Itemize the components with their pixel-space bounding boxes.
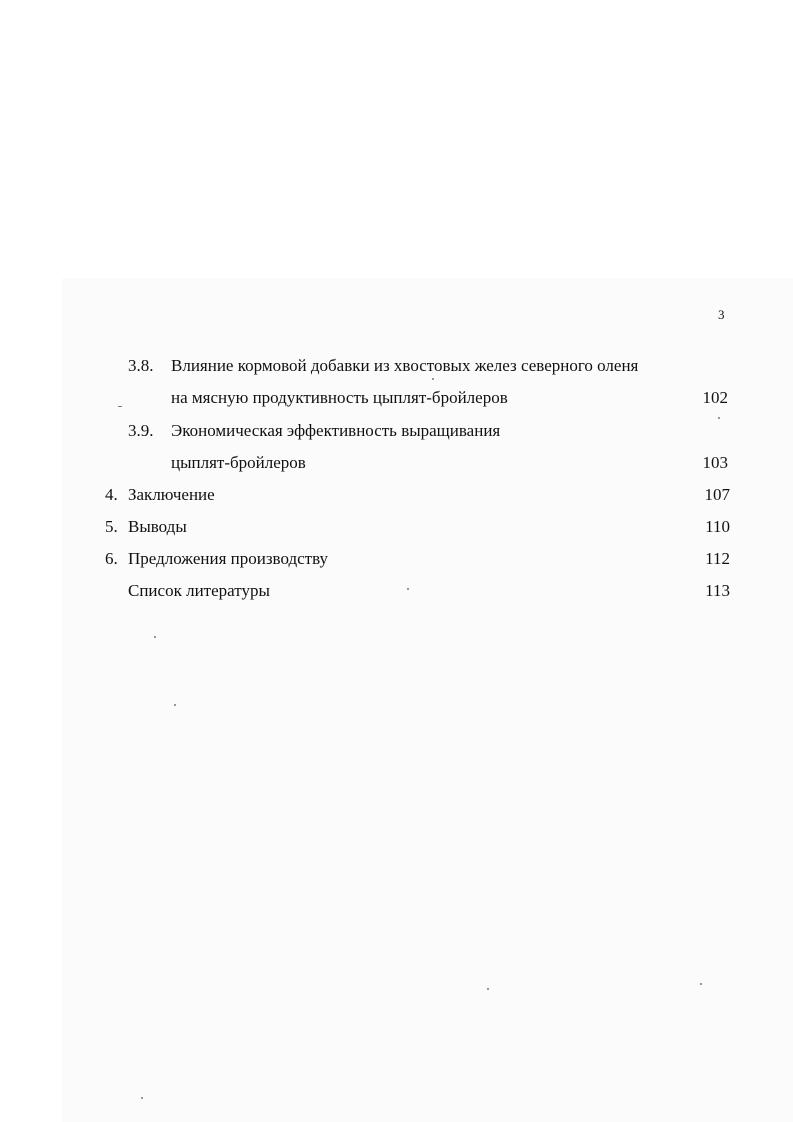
- toc-entry-4-title: Заключение: [128, 485, 215, 504]
- toc-entry-3-9-title-line-2: цыплят-бройлеров: [171, 453, 306, 472]
- toc-entry-3-8-page: 102: [702, 388, 728, 407]
- toc-entry-3-8-title-line-1: Влияние кормовой добавки из хвостовых желез северного оленя: [171, 356, 639, 375]
- toc-entry-3-9-title-line-1: Экономическая эффективность выращивания: [171, 421, 501, 440]
- scan-speck: [432, 378, 434, 380]
- toc-entry-6-title: Предложения производству: [128, 549, 329, 568]
- toc-entry-6-number: 6.: [105, 549, 118, 568]
- scan-speck: [141, 1097, 143, 1099]
- toc-entry-6-page: 112: [705, 549, 730, 568]
- toc-entry-5-number: 5.: [105, 517, 118, 536]
- scan-speck: [718, 417, 720, 419]
- toc-entry-3-9-page: 103: [702, 453, 728, 472]
- toc-entry-5-page: 110: [705, 517, 730, 536]
- toc-entry-bibliography-page: 113: [705, 581, 730, 600]
- toc-entry-3-9-number: 3.9.: [128, 421, 154, 440]
- scan-speck: [407, 588, 409, 590]
- toc-entry-bibliography-title: Список литературы: [128, 581, 270, 600]
- scan-speck: [154, 636, 156, 638]
- scan-speck: [118, 406, 122, 407]
- scan-speck: [700, 983, 702, 985]
- scan-speck: [487, 988, 489, 990]
- toc-entry-5-title: Выводы: [128, 517, 187, 536]
- toc-entry-4-number: 4.: [105, 485, 118, 504]
- page-number: 3: [718, 307, 725, 322]
- toc-entry-3-8-title-line-2: на мясную продуктивность цыплят-бройлеров: [171, 388, 508, 407]
- toc-entry-4-page: 107: [704, 485, 730, 504]
- toc-entry-3-8-number: 3.8.: [128, 356, 154, 375]
- scan-speck: [174, 704, 176, 706]
